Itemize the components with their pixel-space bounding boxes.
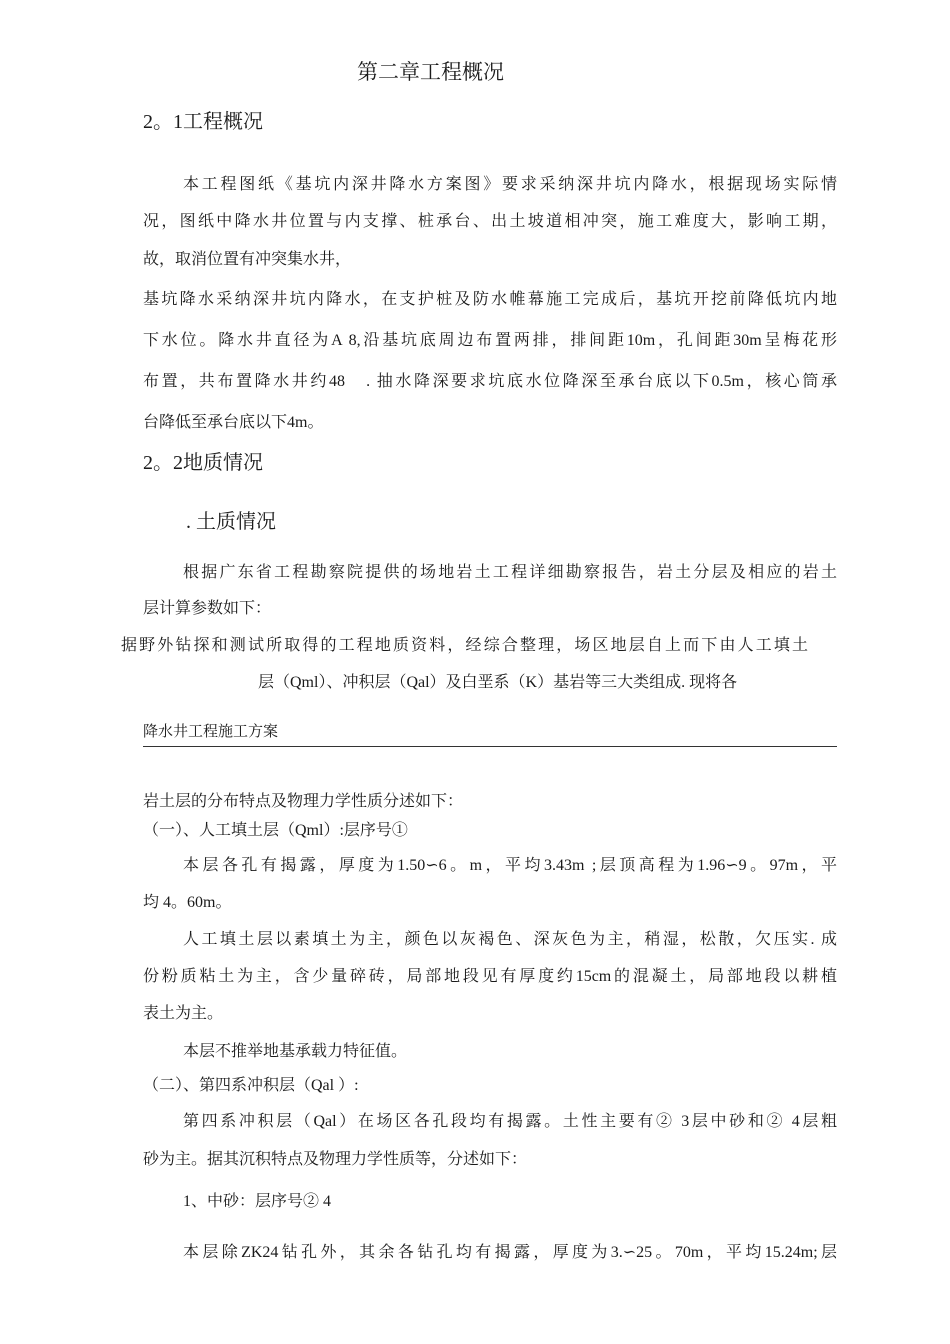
- section-heading-2-1: 2。1工程概况: [143, 111, 263, 133]
- item-heading: 1、中砂：层序号② 4: [183, 1193, 332, 1210]
- paragraph-line: 下水位。降水井直径为A 8,沿基坑底周边布置两排，排间距10m，孔间距30m呈梅花形: [143, 332, 837, 349]
- paragraph-line: 砂为主。据其沉积特点及物理力学性质等，分述如下：: [143, 1151, 528, 1168]
- paragraph-line: 根据广东省工程勘察院提供的场地岩土工程详细勘察报告，岩土分层及相应的岩土: [183, 564, 837, 581]
- paragraph-line: 表土为主。: [143, 1005, 224, 1022]
- paragraph-line: 层（Qml）、冲积层（Qal）及白垩系（K）基岩等三大类组成. 现将各: [258, 674, 738, 691]
- paragraph-line: 基坑降水采纳深井坑内降水，在支护桩及防水帷幕施工完成后，基坑开挖前降低坑内地: [143, 291, 837, 308]
- paragraph-line: 据野外钻探和测试所取得的工程地质资料，经综合整理，场区地层自上而下由人工填土: [121, 637, 808, 654]
- header-rule: [143, 746, 837, 747]
- paragraph-line: 布置，共布置降水井约48 . 抽水降深要求坑底水位降深至承台底以下0.5m，核心筒承: [143, 373, 837, 390]
- paragraph-line: 岩土层的分布特点及物理力学性质分述如下：: [143, 793, 464, 810]
- paragraph-line: 本工程图纸《基坑内深井降水方案图》要求采纳深井坑内降水，根据现场实际情: [183, 176, 837, 193]
- paragraph-line: 本层除ZK24钻孔外，其余各钻孔均有揭露，厚度为3.∽25。70m，平均15.24m;层: [183, 1244, 837, 1261]
- paragraph-line: 第四系冲积层（Qal）在场区各孔段均有揭露。土性主要有② 3层中砂和② 4层粗: [183, 1113, 837, 1130]
- paragraph-line: 台降低至承台底以下4m。: [143, 414, 324, 431]
- layer-heading: （一）、人工填土层（Qml）:层序号①: [143, 822, 408, 839]
- paragraph-line: 人工填土层以素填土为主，颜色以灰褐色、深灰色为主，稍湿，松散，欠压实. 成: [183, 931, 837, 948]
- layer-heading: （二）、第四系冲积层（Qal ）:: [143, 1077, 359, 1094]
- paragraph-line: 均 4。60m。: [143, 894, 232, 911]
- page-header: 降水井工程施工方案: [143, 724, 279, 740]
- section-heading-2-2: 2。2地质情况: [143, 452, 263, 474]
- paragraph-line: 本层不推举地基承载力特征值。: [183, 1043, 408, 1060]
- paragraph-line: 况，图纸中降水井位置与内支撑、桩承台、出土坡道相冲突，施工难度大，影响工期，: [143, 213, 837, 230]
- paragraph-line: 层计算参数如下：: [143, 600, 272, 617]
- chapter-title: 第二章工程概况: [357, 60, 504, 84]
- paragraph-line: 本层各孔有揭露，厚度为1.50∽6。m，平均3.43m ;层顶高程为1.96∽9。97m，平: [183, 857, 837, 874]
- paragraph-line: 份粉质粘土为主，含少量碎砖，局部地段见有厚度约15cm的混凝土，局部地段以耕植: [143, 968, 837, 985]
- paragraph-line: 故，取消位置有冲突集水井，: [143, 251, 352, 268]
- subsection-heading: . 土质情况: [186, 511, 276, 533]
